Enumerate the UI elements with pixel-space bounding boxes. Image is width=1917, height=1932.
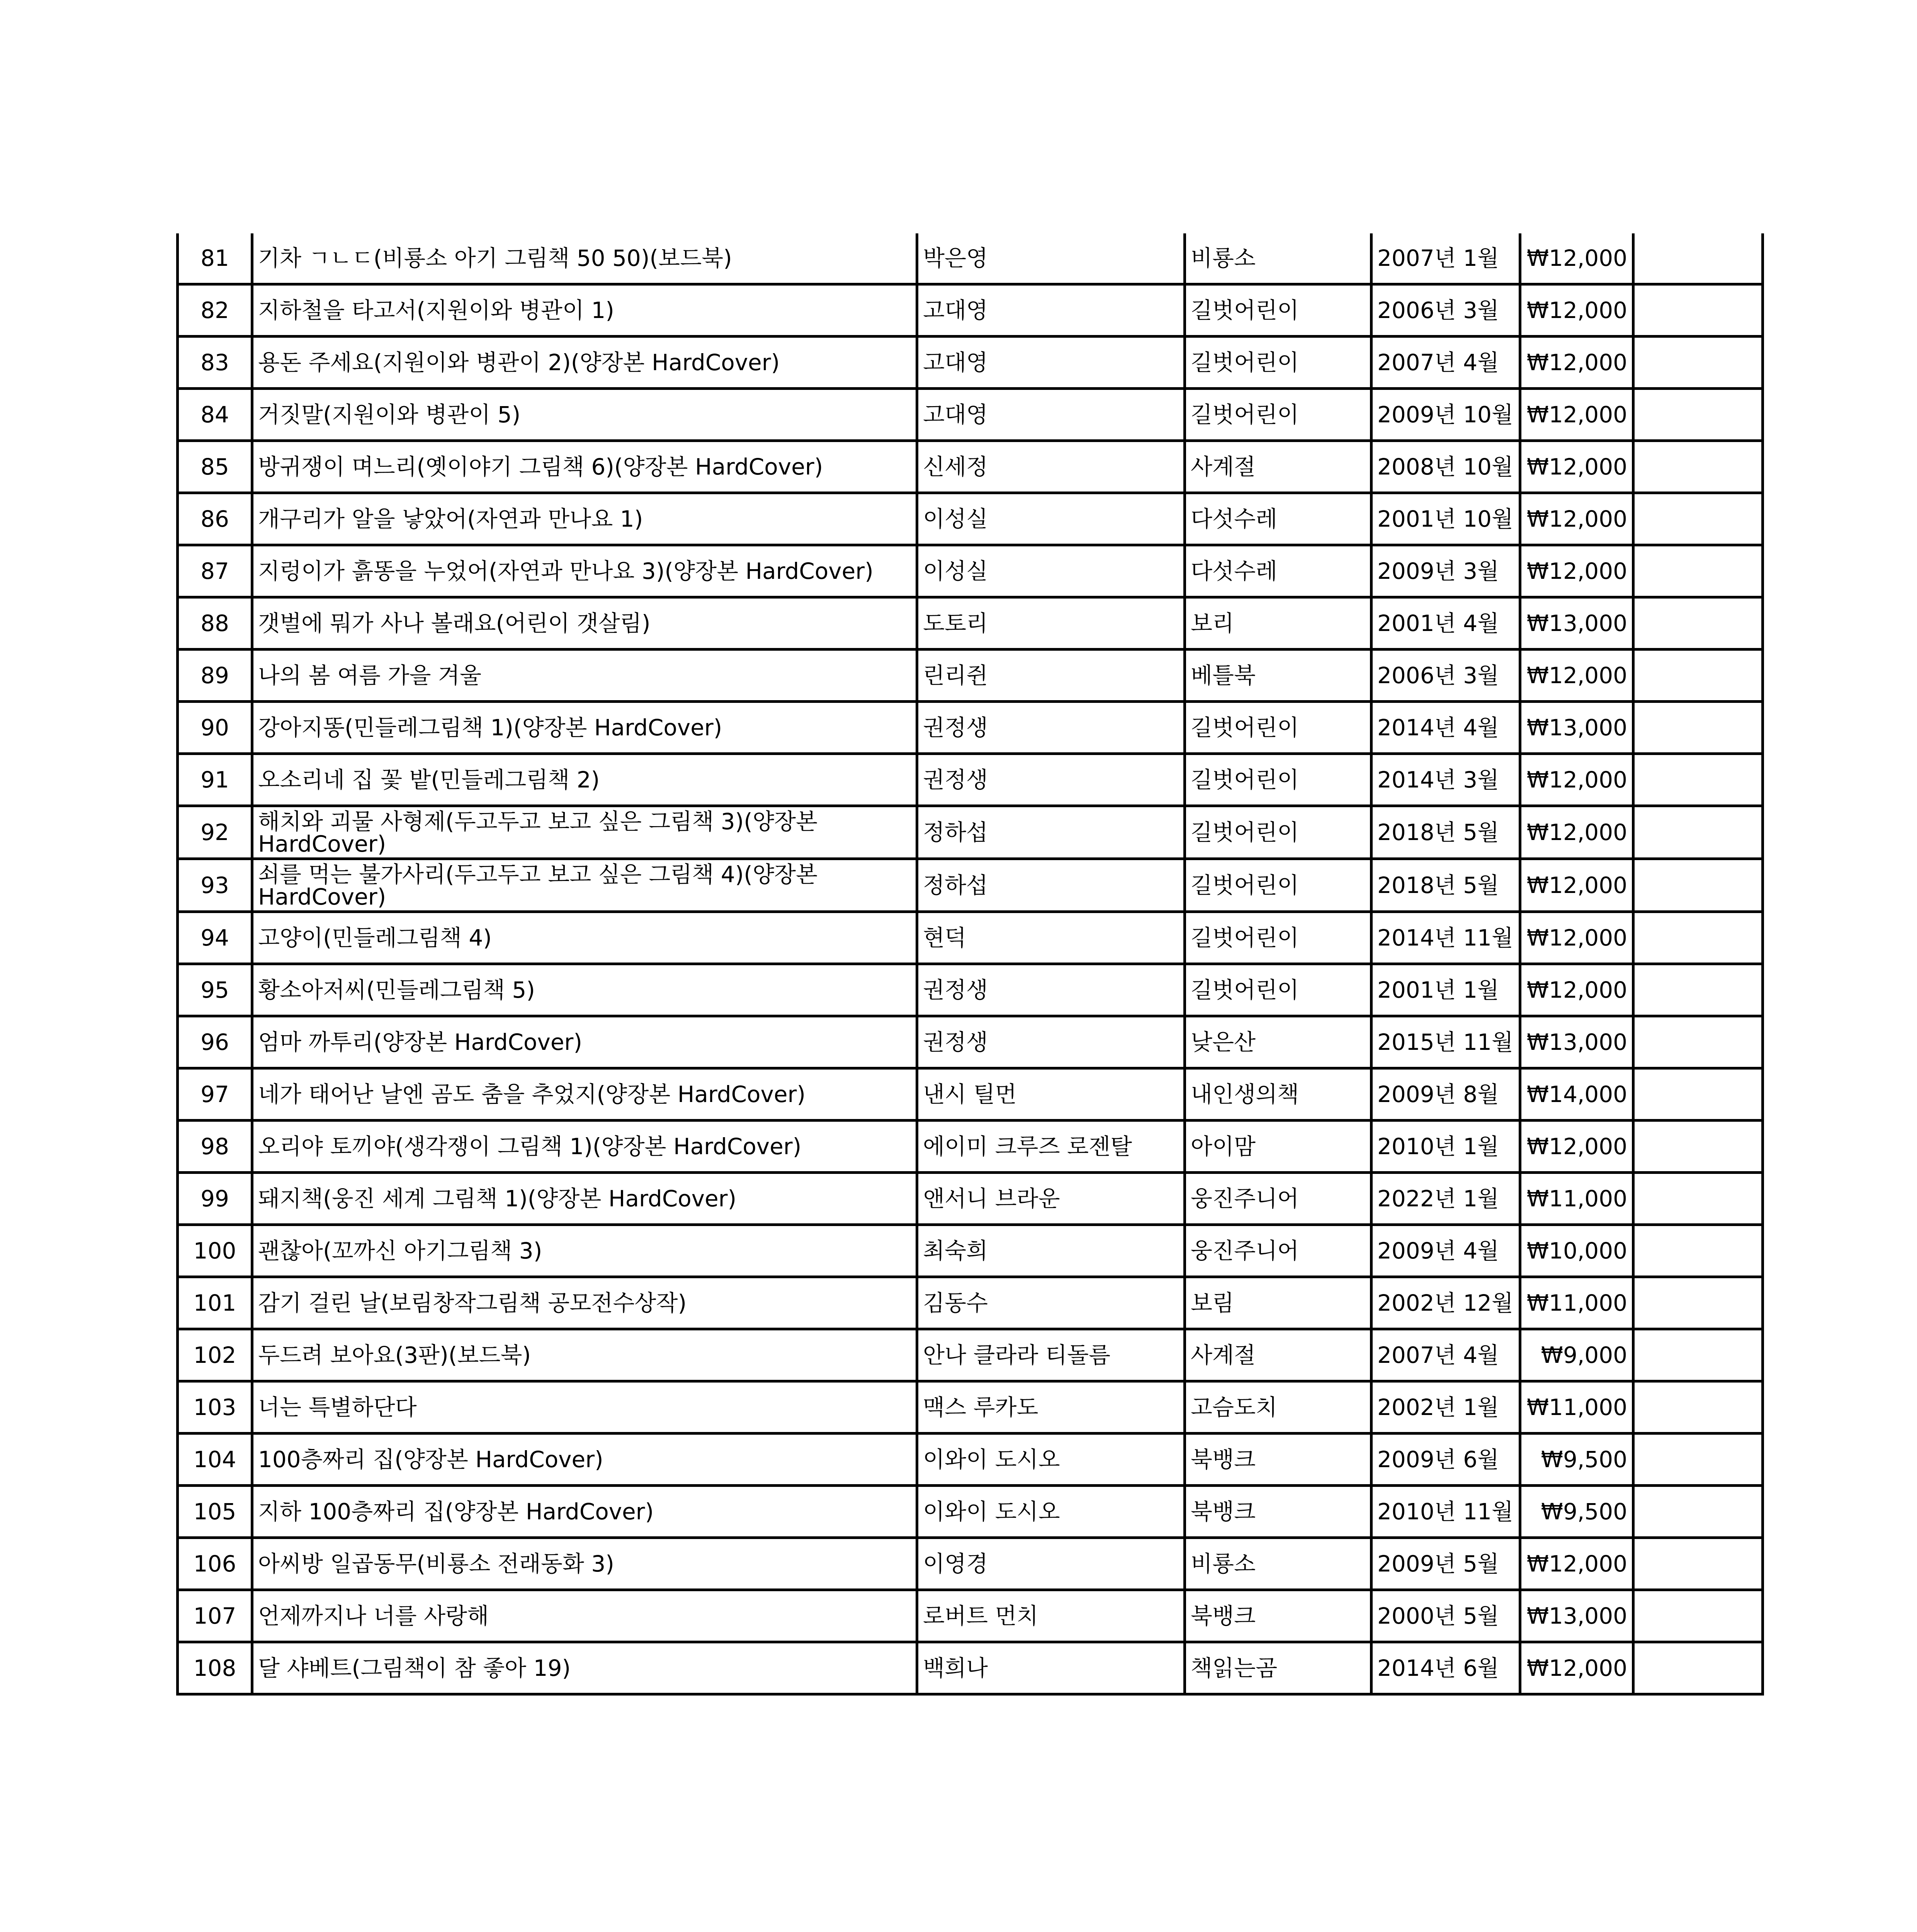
table-row — [178, 1538, 1763, 1590]
book-title: 지렁이가 흙똥을 누었어(자연과 만나요 3)(양장본 HardCover) — [252, 545, 917, 597]
book-title: 지하철을 타고서(지원이와 병관이 1) — [252, 284, 917, 337]
book-author: 정하섭 — [917, 859, 1185, 912]
publish-date: 2001년 1월 — [1371, 964, 1520, 1016]
empty-cell — [1633, 284, 1763, 337]
book-author: 이와이 도시오 — [917, 1434, 1185, 1486]
book-author: 정하섭 — [917, 806, 1185, 859]
table-row — [178, 441, 1763, 493]
empty-cell — [1633, 912, 1763, 964]
row-number: 94 — [178, 912, 252, 964]
book-price: ₩12,000 — [1520, 1538, 1633, 1590]
publish-date: 2010년 1월 — [1371, 1121, 1520, 1173]
book-publisher: 길벗어린이 — [1185, 806, 1371, 859]
empty-cell — [1633, 1538, 1763, 1590]
table-row — [178, 597, 1763, 650]
table-row — [178, 650, 1763, 702]
empty-cell — [1633, 702, 1763, 754]
book-author: 로버트 먼치 — [917, 1590, 1185, 1642]
book-publisher: 비룡소 — [1185, 233, 1371, 284]
empty-cell — [1633, 441, 1763, 493]
book-price: ₩11,000 — [1520, 1277, 1633, 1329]
row-number: 107 — [178, 1590, 252, 1642]
empty-cell — [1633, 545, 1763, 597]
row-number: 85 — [178, 441, 252, 493]
book-list-body — [178, 233, 1763, 1694]
row-number: 103 — [178, 1381, 252, 1434]
book-title: 오소리네 집 꽃 밭(민들레그림책 2) — [252, 754, 917, 806]
book-price: ₩12,000 — [1520, 650, 1633, 702]
publish-date: 2000년 5월 — [1371, 1590, 1520, 1642]
table-row — [178, 1121, 1763, 1173]
row-number: 96 — [178, 1016, 252, 1068]
table-row — [178, 1225, 1763, 1277]
book-author: 에이미 크루즈 로젠탈 — [917, 1121, 1185, 1173]
publish-date: 2014년 6월 — [1371, 1642, 1520, 1694]
book-author: 안나 클라라 티돌름 — [917, 1329, 1185, 1381]
row-number: 101 — [178, 1277, 252, 1329]
row-number: 88 — [178, 597, 252, 650]
table-row — [178, 806, 1763, 859]
row-number: 97 — [178, 1068, 252, 1121]
book-price: ₩12,000 — [1520, 806, 1633, 859]
book-title: 100층짜리 집(양장본 HardCover) — [252, 1434, 917, 1486]
book-title: 거짓말(지원이와 병관이 5) — [252, 389, 917, 441]
empty-cell — [1633, 389, 1763, 441]
book-price: ₩13,000 — [1520, 702, 1633, 754]
publish-date: 2018년 5월 — [1371, 806, 1520, 859]
book-publisher: 아이맘 — [1185, 1121, 1371, 1173]
empty-cell — [1633, 337, 1763, 389]
empty-cell — [1633, 1173, 1763, 1225]
book-author: 고대영 — [917, 389, 1185, 441]
publish-date: 2014년 3월 — [1371, 754, 1520, 806]
book-title: 용돈 주세요(지원이와 병관이 2)(양장본 HardCover) — [252, 337, 917, 389]
book-publisher: 웅진주니어 — [1185, 1225, 1371, 1277]
book-publisher: 북뱅크 — [1185, 1486, 1371, 1538]
table-row — [178, 859, 1763, 912]
publish-date: 2010년 11월 — [1371, 1486, 1520, 1538]
book-title: 고양이(민들레그림책 4) — [252, 912, 917, 964]
book-publisher: 비룡소 — [1185, 1538, 1371, 1590]
book-title: 너는 특별하단다 — [252, 1381, 917, 1434]
book-publisher: 다섯수레 — [1185, 493, 1371, 545]
book-price: ₩12,000 — [1520, 1642, 1633, 1694]
book-author: 권정생 — [917, 1016, 1185, 1068]
table-row — [178, 233, 1763, 284]
book-author: 앤서니 브라운 — [917, 1173, 1185, 1225]
book-title: 기차 ㄱㄴㄷ(비룡소 아기 그림책 50 50)(보드북) — [252, 233, 917, 284]
empty-cell — [1633, 1486, 1763, 1538]
table-row — [178, 493, 1763, 545]
book-author: 권정생 — [917, 754, 1185, 806]
publish-date: 2018년 5월 — [1371, 859, 1520, 912]
book-price: ₩10,000 — [1520, 1225, 1633, 1277]
row-number: 108 — [178, 1642, 252, 1694]
book-publisher: 보림 — [1185, 1277, 1371, 1329]
book-author: 백희나 — [917, 1642, 1185, 1694]
publish-date: 2009년 10월 — [1371, 389, 1520, 441]
publish-date: 2001년 10월 — [1371, 493, 1520, 545]
row-number: 89 — [178, 650, 252, 702]
book-price: ₩12,000 — [1520, 754, 1633, 806]
publish-date: 2006년 3월 — [1371, 284, 1520, 337]
table-row — [178, 545, 1763, 597]
book-author: 맥스 루카도 — [917, 1381, 1185, 1434]
book-publisher: 보리 — [1185, 597, 1371, 650]
empty-cell — [1633, 806, 1763, 859]
book-price: ₩12,000 — [1520, 964, 1633, 1016]
book-title: 쇠를 먹는 불가사리(두고두고 보고 싶은 그림책 4)(양장본 HardCover) — [252, 859, 917, 912]
book-title: 두드려 보아요(3판)(보드북) — [252, 1329, 917, 1381]
empty-cell — [1633, 1016, 1763, 1068]
table-row — [178, 1068, 1763, 1121]
book-title: 개구리가 알을 낳았어(자연과 만나요 1) — [252, 493, 917, 545]
publish-date: 2006년 3월 — [1371, 650, 1520, 702]
book-price: ₩11,000 — [1520, 1173, 1633, 1225]
book-price: ₩12,000 — [1520, 859, 1633, 912]
table-row — [178, 1016, 1763, 1068]
table-row — [178, 389, 1763, 441]
book-author: 신세정 — [917, 441, 1185, 493]
book-publisher: 베틀북 — [1185, 650, 1371, 702]
row-number: 102 — [178, 1329, 252, 1381]
book-title: 돼지책(웅진 세계 그림책 1)(양장본 HardCover) — [252, 1173, 917, 1225]
table-row — [178, 1173, 1763, 1225]
book-list-table — [176, 233, 1764, 1696]
row-number: 93 — [178, 859, 252, 912]
table-row — [178, 964, 1763, 1016]
book-author: 도토리 — [917, 597, 1185, 650]
book-title: 네가 태어난 날엔 곰도 춤을 추었지(양장본 HardCover) — [252, 1068, 917, 1121]
empty-cell — [1633, 754, 1763, 806]
book-author: 고대영 — [917, 284, 1185, 337]
book-publisher: 길벗어린이 — [1185, 284, 1371, 337]
table-row — [178, 1381, 1763, 1434]
table-row — [178, 284, 1763, 337]
book-publisher: 북뱅크 — [1185, 1434, 1371, 1486]
book-author: 낸시 틸먼 — [917, 1068, 1185, 1121]
book-publisher: 길벗어린이 — [1185, 754, 1371, 806]
book-publisher: 내인생의책 — [1185, 1068, 1371, 1121]
empty-cell — [1633, 493, 1763, 545]
book-publisher: 길벗어린이 — [1185, 964, 1371, 1016]
empty-cell — [1633, 233, 1763, 284]
book-price: ₩11,000 — [1520, 1381, 1633, 1434]
book-title: 황소아저씨(민들레그림책 5) — [252, 964, 917, 1016]
publish-date: 2007년 4월 — [1371, 337, 1520, 389]
publish-date: 2008년 10월 — [1371, 441, 1520, 493]
empty-cell — [1633, 1381, 1763, 1434]
book-publisher: 사계절 — [1185, 1329, 1371, 1381]
publish-date: 2007년 4월 — [1371, 1329, 1520, 1381]
book-price: ₩13,000 — [1520, 1590, 1633, 1642]
row-number: 104 — [178, 1434, 252, 1486]
publish-date: 2022년 1월 — [1371, 1173, 1520, 1225]
book-publisher: 길벗어린이 — [1185, 859, 1371, 912]
book-price: ₩13,000 — [1520, 597, 1633, 650]
book-publisher: 사계절 — [1185, 441, 1371, 493]
row-number: 99 — [178, 1173, 252, 1225]
table-row — [178, 1329, 1763, 1381]
row-number: 98 — [178, 1121, 252, 1173]
empty-cell — [1633, 1590, 1763, 1642]
publish-date: 2001년 4월 — [1371, 597, 1520, 650]
empty-cell — [1633, 1121, 1763, 1173]
row-number: 81 — [178, 233, 252, 284]
book-title: 감기 걸린 날(보림창작그림책 공모전수상작) — [252, 1277, 917, 1329]
book-title: 언제까지나 너를 사랑해 — [252, 1590, 917, 1642]
book-author: 현덕 — [917, 912, 1185, 964]
book-publisher: 길벗어린이 — [1185, 702, 1371, 754]
book-price: ₩12,000 — [1520, 389, 1633, 441]
book-title: 엄마 까투리(양장본 HardCover) — [252, 1016, 917, 1068]
book-price: ₩12,000 — [1520, 284, 1633, 337]
table-row — [178, 754, 1763, 806]
book-price: ₩9,500 — [1520, 1434, 1633, 1486]
book-author: 최숙희 — [917, 1225, 1185, 1277]
book-title: 강아지똥(민들레그림책 1)(양장본 HardCover) — [252, 702, 917, 754]
book-price: ₩12,000 — [1520, 1121, 1633, 1173]
book-publisher: 길벗어린이 — [1185, 337, 1371, 389]
table-row — [178, 337, 1763, 389]
empty-cell — [1633, 1329, 1763, 1381]
table-row — [178, 912, 1763, 964]
book-title: 아씨방 일곱동무(비룡소 전래동화 3) — [252, 1538, 917, 1590]
empty-cell — [1633, 1225, 1763, 1277]
book-price: ₩12,000 — [1520, 545, 1633, 597]
empty-cell — [1633, 1277, 1763, 1329]
table-row — [178, 702, 1763, 754]
row-number: 91 — [178, 754, 252, 806]
book-price: ₩12,000 — [1520, 441, 1633, 493]
book-publisher: 웅진주니어 — [1185, 1173, 1371, 1225]
book-publisher: 길벗어린이 — [1185, 912, 1371, 964]
publish-date: 2007년 1월 — [1371, 233, 1520, 284]
publish-date: 2009년 3월 — [1371, 545, 1520, 597]
row-number: 90 — [178, 702, 252, 754]
book-author: 김동수 — [917, 1277, 1185, 1329]
book-author: 이와이 도시오 — [917, 1486, 1185, 1538]
book-price: ₩12,000 — [1520, 912, 1633, 964]
book-price: ₩14,000 — [1520, 1068, 1633, 1121]
book-author: 권정생 — [917, 964, 1185, 1016]
book-author: 권정생 — [917, 702, 1185, 754]
publish-date: 2014년 11월 — [1371, 912, 1520, 964]
row-number: 82 — [178, 284, 252, 337]
book-publisher: 낮은산 — [1185, 1016, 1371, 1068]
publish-date: 2002년 1월 — [1371, 1381, 1520, 1434]
empty-cell — [1633, 1642, 1763, 1694]
book-title: 방귀쟁이 며느리(옛이야기 그림책 6)(양장본 HardCover) — [252, 441, 917, 493]
book-author: 이영경 — [917, 1538, 1185, 1590]
book-author: 이성실 — [917, 493, 1185, 545]
book-author: 이성실 — [917, 545, 1185, 597]
book-publisher: 길벗어린이 — [1185, 389, 1371, 441]
empty-cell — [1633, 1434, 1763, 1486]
book-title: 지하 100층짜리 집(양장본 HardCover) — [252, 1486, 917, 1538]
book-title: 해치와 괴물 사형제(두고두고 보고 싶은 그림책 3)(양장본 HardCover) — [252, 806, 917, 859]
book-title: 오리야 토끼야(생각쟁이 그림책 1)(양장본 HardCover) — [252, 1121, 917, 1173]
publish-date: 2014년 4월 — [1371, 702, 1520, 754]
book-price: ₩13,000 — [1520, 1016, 1633, 1068]
publish-date: 2009년 6월 — [1371, 1434, 1520, 1486]
book-title: 괜찮아(꼬까신 아기그림책 3) — [252, 1225, 917, 1277]
book-price: ₩9,500 — [1520, 1486, 1633, 1538]
table-row — [178, 1486, 1763, 1538]
row-number: 87 — [178, 545, 252, 597]
row-number: 83 — [178, 337, 252, 389]
book-title: 갯벌에 뭐가 사나 볼래요(어린이 갯살림) — [252, 597, 917, 650]
table-row — [178, 1642, 1763, 1694]
book-publisher: 고슴도치 — [1185, 1381, 1371, 1434]
row-number: 106 — [178, 1538, 252, 1590]
book-author: 박은영 — [917, 233, 1185, 284]
book-price: ₩12,000 — [1520, 233, 1633, 284]
publish-date: 2009년 4월 — [1371, 1225, 1520, 1277]
publish-date: 2009년 8월 — [1371, 1068, 1520, 1121]
empty-cell — [1633, 1068, 1763, 1121]
empty-cell — [1633, 964, 1763, 1016]
publish-date: 2009년 5월 — [1371, 1538, 1520, 1590]
row-number: 100 — [178, 1225, 252, 1277]
row-number: 105 — [178, 1486, 252, 1538]
row-number: 84 — [178, 389, 252, 441]
book-publisher: 북뱅크 — [1185, 1590, 1371, 1642]
book-author: 린리쥔 — [917, 650, 1185, 702]
table-row — [178, 1277, 1763, 1329]
book-price: ₩12,000 — [1520, 337, 1633, 389]
table-row — [178, 1590, 1763, 1642]
book-price: ₩12,000 — [1520, 493, 1633, 545]
empty-cell — [1633, 650, 1763, 702]
row-number: 86 — [178, 493, 252, 545]
book-title: 나의 봄 여름 가을 겨울 — [252, 650, 917, 702]
table-row — [178, 1434, 1763, 1486]
publish-date: 2015년 11월 — [1371, 1016, 1520, 1068]
empty-cell — [1633, 859, 1763, 912]
row-number: 95 — [178, 964, 252, 1016]
book-publisher: 다섯수레 — [1185, 545, 1371, 597]
book-author: 고대영 — [917, 337, 1185, 389]
book-title: 달 샤베트(그림책이 참 좋아 19) — [252, 1642, 917, 1694]
book-publisher: 책읽는곰 — [1185, 1642, 1371, 1694]
publish-date: 2002년 12월 — [1371, 1277, 1520, 1329]
row-number: 92 — [178, 806, 252, 859]
empty-cell — [1633, 597, 1763, 650]
book-price: ₩9,000 — [1520, 1329, 1633, 1381]
